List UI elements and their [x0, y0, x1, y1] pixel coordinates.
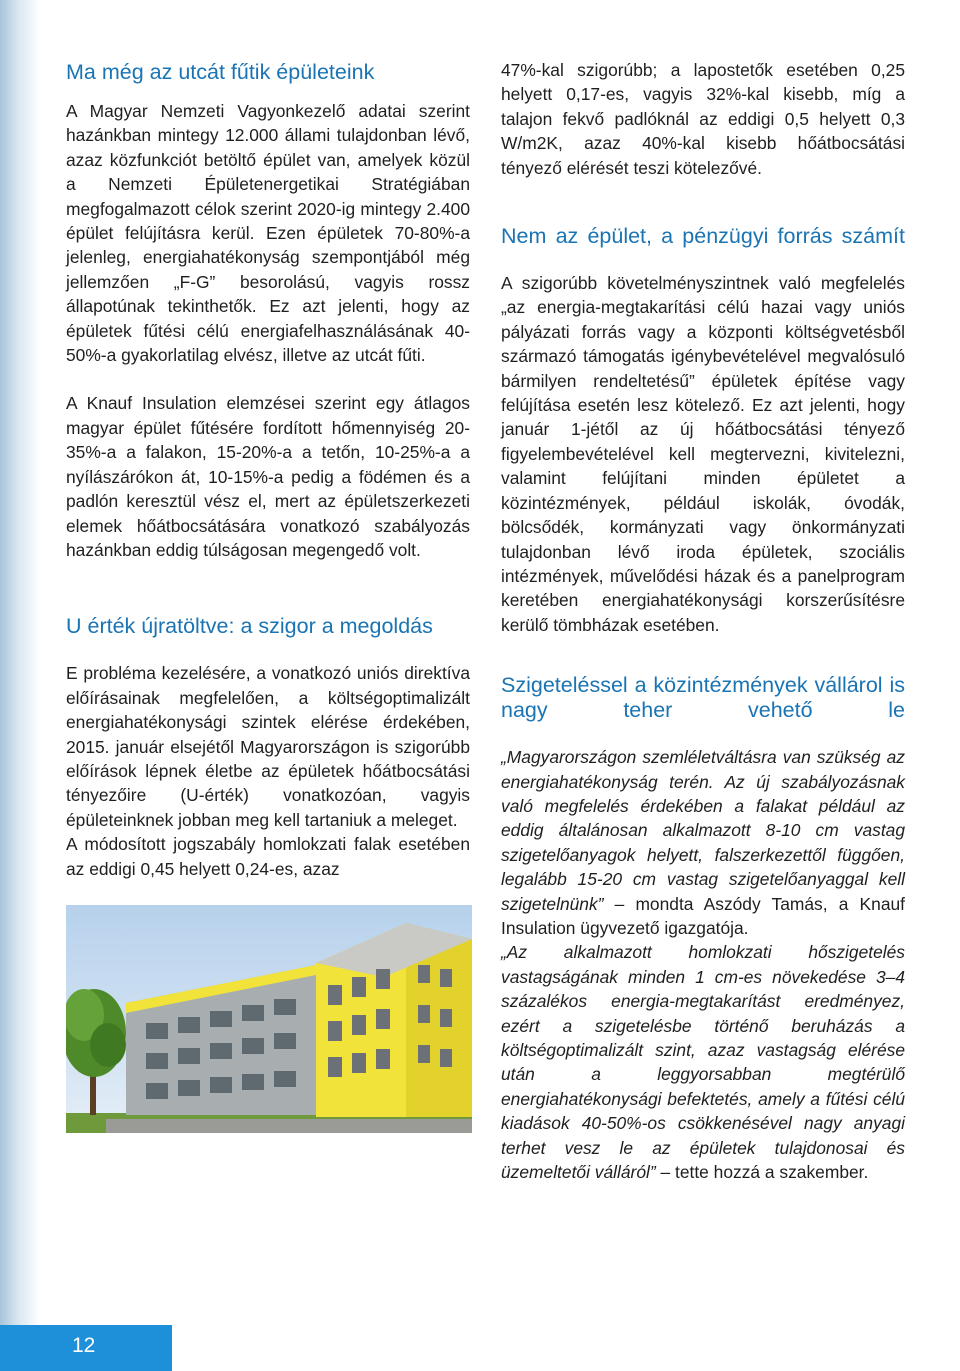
paragraph-state-buildings: A Magyar Nemzeti Vagyonkezelő adatai szerint hazánkban mintegy 12.000 állami tulajdonban lévő, azaz közfunkciót betöltő épület van, amelyek közül a Nemzeti Épületenergetikai Stratégiában megfogalmazott célok szerint 2020-ig mintegy 2.400 épület felújításra kerül. Ezen épületek 70-80%-a jelenleg, energiahatékonyság szempontjából még jellemzően „F-G” besorolású, vagyis rossz állapotúnak tekinthetők. Ez azt jelenti, hogy az épületek fűtési célú energiafelhasználásának 40-50%-a gyakorlatilag elvész, illetve az utcát fűti. — [66, 101, 470, 366]
paragraph-eu-directive: E probléma kezelésére, a vonatkozó uniós direktíva előírásainak megfelelően, a költségoptimalizált energiahatékonysági szintek elérése érdekében, 2015. január elsejétől Magyarországon is szigorúbb előírások lépnek életbe az épületek hőátbocsátási tényezőire (U-érték) vonatkozóan, vagyis épületeinknek jobban meg kell tartaniuk a meleget. — [66, 663, 470, 830]
left-gradient-strip — [0, 0, 40, 1371]
attribution-director: – mondta Aszódy Tamás, a Knauf Insulation ügyvezető igazgatója. — [501, 893, 905, 938]
attribution-specialist: – tette hozzá a szakember. — [655, 1162, 869, 1183]
paragraph-regulation: A módosított jogszabály homlokzati falak esetében az eddigi 0,45 helyett 0,24-es, azaz — [66, 834, 470, 879]
paragraph-stricter-values: 47%-kal szigorúbb; a lapostetők esetében 0,25 helyett 0,17-es, vagyis 32%-kal kisebb, míg a talajon fekvő padlóknál az eddigi 0,5 helyett 0,3 W/m2K, azaz 40%-kal kisebb hőátbocsátási tényező elérését teszi kötelezővé. — [501, 60, 905, 178]
quote-director: „Magyarországon szemléletváltásra van szükség az energiahatékonyság terén. Az új szabályozásnak való megfelelés érdekében a falakat például az eddig általánosan alkalmazott 8-10 cm vastag szigetelőanyagok helyett, falszerkezettől függően, legalább 15-20 cm vastag szigetelőanyaggal kell szigetelnünk” — [501, 747, 905, 914]
page-number: 12 — [72, 1334, 96, 1357]
paragraph-knauf-analysis: A Knauf Insulation elemzései szerint egy átlagos magyar épület fűtésére fordított hőmennyiség 20-35%-a a falakon, 15-20%-a a tetőn, 10-25%-a a nyílászárókon át, 10-15%-a pedig a födémen és a padlón keresztül vész el, mert az épületszerkezeti elemek hőátbocsátására vonatkozó szabályozás hazánkban eddig túlságosan megengedő volt. — [66, 393, 470, 560]
paragraph-quote-specialist — [501, 940, 905, 1184]
heading-financial-source: Nem az épület, a pénzügyi forrás számít — [501, 224, 905, 249]
school-building-photo — [66, 905, 472, 1133]
right-column — [501, 58, 905, 1184]
paragraph-requirement-compliance: A szigorúbb követelményszintnek való megfelelés „az energia-megtakarítási célú hazai vagy uniós pályázati forrás vagy a központi költségvetésből származó támogatás igénybevételével megvalósuló bármilyen rendeltetésű” épületek építése vagy felújítása esetén lesz kötelező. Ez azt jelenti, hogy január 1-jétől az új hőátbocsátási tényező figyelembevételével kell megtervezni, kivitelezni, valamint felújítani minden épületet a közintézmények, például iskolák, óvodák, bölcsődék, kormányzati vagy önkormányzati tulajdonban lévő iroda épületek, szociális intézmények, művelődési házak és a panelprogram keretében energiahatékonysági korszerűsítésre kerülő tömbházak esetében. — [501, 273, 905, 635]
left-column — [66, 58, 470, 1133]
heading-u-value: U érték újratöltve: a szigor a megoldás — [66, 614, 433, 639]
heading-insulation-burden: Szigeteléssel a közintézmények vállárol is nagy teher vehető le — [501, 673, 905, 723]
page-number-box — [0, 1325, 172, 1371]
paragraph-quote-director — [501, 745, 905, 940]
heading-street-heating: Ma még az utcát fűtik épületeink — [66, 60, 375, 84]
quote-specialist: „Az alkalmazott homlokzati hőszigetelés vastagságának minden 1 cm-es növekedése 3–4 százalékos energia-megtakarítást eredményez, ezért a szigetelésbe történő beruházás a költségoptimalizált szint, azaz vastagság elérése után a leggyorsabban megtérülő energiahatékonysági befektetés, amely a fűtési célú kiadások 40-50%-os csökkenésével nagy anyagi terhet vesz le az épületek tulajdonosai és üzemeltetői válláról” — [501, 942, 905, 1183]
